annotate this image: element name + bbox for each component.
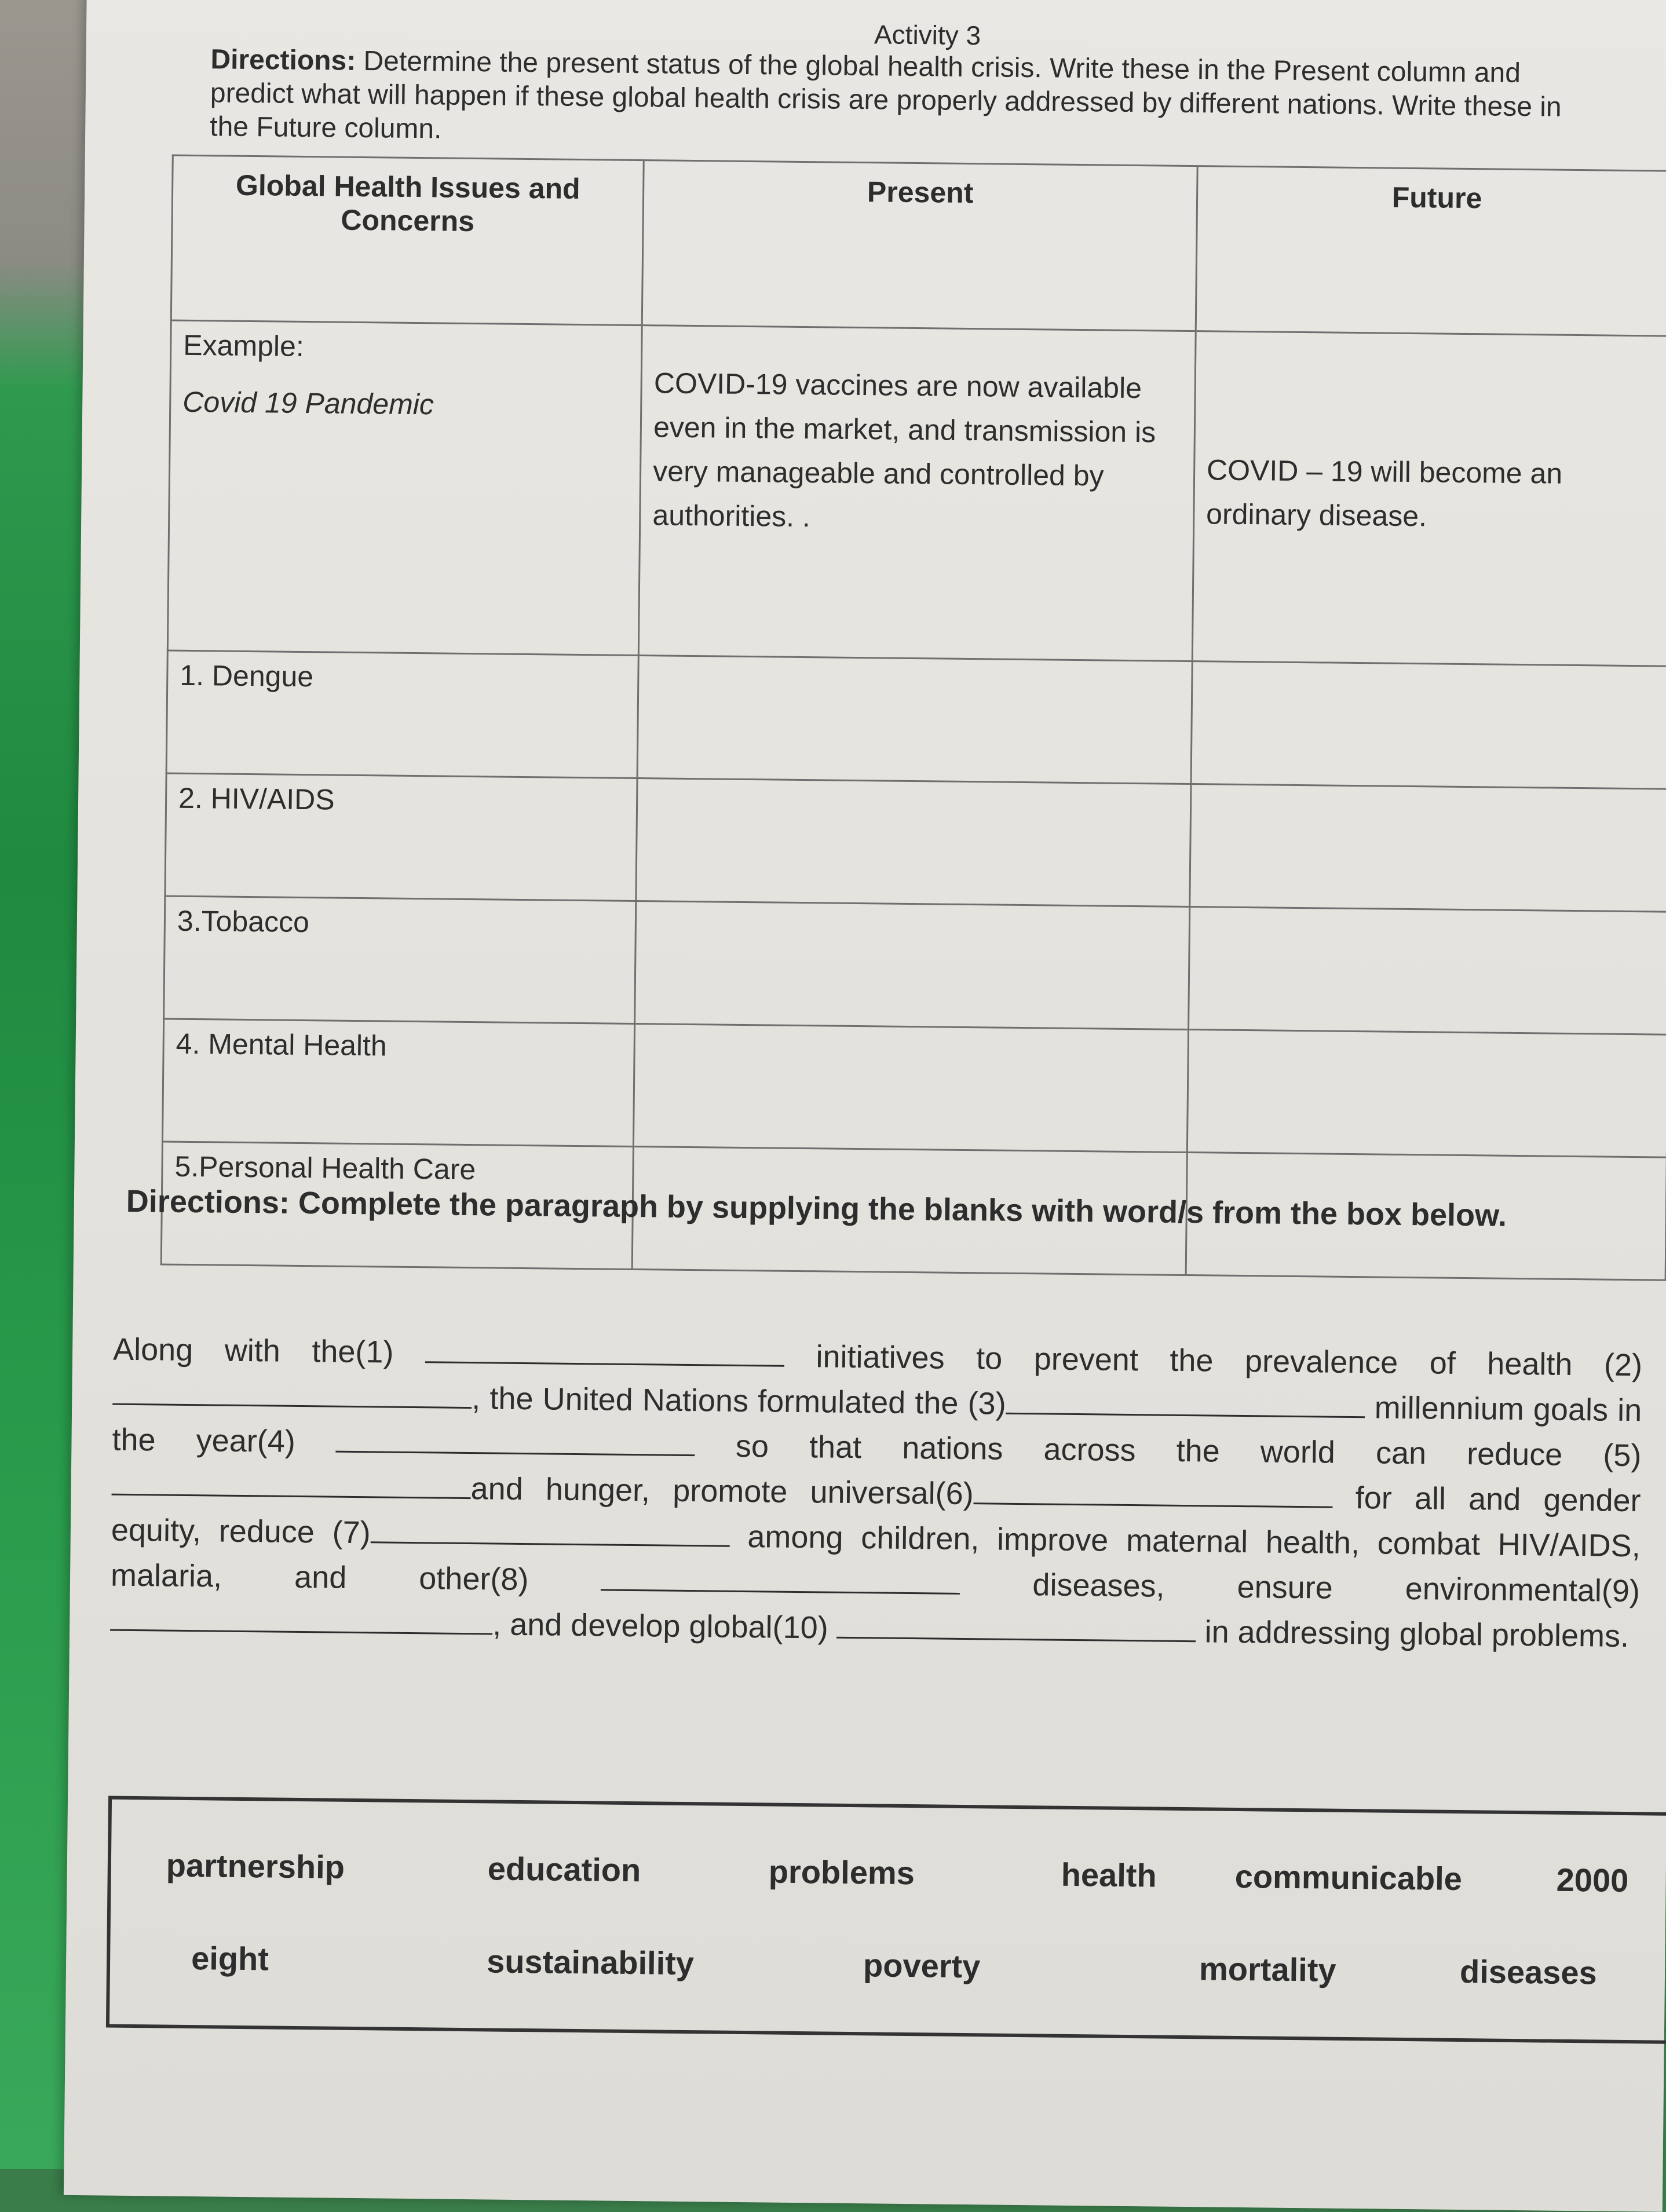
paragraph-text: initiatives to prevent the prevalence of health (2) (816, 1339, 1643, 1383)
blank-2[interactable] (112, 1374, 472, 1409)
issue-mental-health: 4. Mental Health (162, 1019, 634, 1147)
blank-6[interactable] (973, 1474, 1333, 1508)
worksheet-page (64, 0, 1666, 2212)
paragraph-text: Along with the(1) (112, 1332, 394, 1370)
word-bank-row (111, 1846, 1666, 1899)
activity-title: Activity 3 (874, 19, 981, 51)
table-row (165, 773, 1666, 912)
paragraph-text: diseases, ensure environmental(9) (1032, 1567, 1641, 1609)
word-bank-row (111, 1939, 1666, 1991)
future-cell-blank[interactable] (1190, 784, 1666, 912)
example-row (167, 320, 1666, 666)
directions-text: Complete the paragraph by supplying the blanks with word/s from the box below. (289, 1185, 1507, 1233)
word-option: diseases (1459, 1953, 1598, 1991)
blank-5[interactable] (112, 1465, 472, 1499)
table-header-row (171, 155, 1666, 336)
present-cell-blank[interactable] (637, 656, 1192, 784)
word-option: health (1061, 1856, 1157, 1894)
example-label: Example: (183, 328, 305, 363)
example-issue: Covid 19 Pandemic (182, 385, 434, 421)
issue-dengue: 1. Dengue (166, 650, 638, 778)
directions-label: Directions: (126, 1183, 290, 1220)
paragraph-text: so that nations across the world can reduce (5) (735, 1428, 1642, 1474)
example-issue-cell (167, 320, 642, 655)
blank-3[interactable] (1006, 1384, 1365, 1418)
word-option: education (487, 1850, 641, 1889)
paragraph-text: millennium goals in the year(4) (112, 1390, 1642, 1459)
directions-text: Determine the present status of the global health crisis. Write these in the Present column and predict what will happen if these global health crisis are properly addressed by different nations. Write these in the Future column. (210, 45, 1562, 145)
issue-hiv-aids: 2. HIV/AIDS (165, 773, 637, 901)
paragraph-text: , the United Nations formulated the (3) (472, 1381, 1006, 1421)
blank-1[interactable] (425, 1332, 785, 1366)
word-option: partnership (166, 1847, 345, 1885)
directions-present-future (210, 43, 1601, 158)
paragraph-text: for all and gender equity, reduce (7) (111, 1480, 1641, 1551)
paragraph-text: in addressing global problems. (1204, 1614, 1630, 1654)
word-option: problems (768, 1853, 915, 1892)
blank-7[interactable] (371, 1512, 730, 1546)
word-option: eight (191, 1940, 269, 1977)
table-row (166, 650, 1666, 789)
header-present: Present (642, 160, 1197, 331)
paragraph-text: and hunger, promote universal(6) (470, 1471, 974, 1512)
blank-9[interactable] (110, 1600, 493, 1635)
future-cell-blank[interactable] (1188, 907, 1666, 1035)
header-issues: Global Health Issues and Concerns (171, 155, 644, 326)
paragraph-text: , and develop global(10) (492, 1607, 828, 1646)
issue-personal-health-care: 5.Personal Health Care (161, 1142, 633, 1270)
example-present: COVID-19 vaccines are now available even in the market, and transmission is very manageable and controlled by authorities. . (638, 326, 1196, 661)
blank-4[interactable] (336, 1422, 696, 1456)
word-bank-box (106, 1796, 1666, 2045)
word-option: mortality (1199, 1950, 1336, 1988)
present-cell-blank[interactable] (636, 778, 1191, 907)
present-cell-blank[interactable] (635, 901, 1190, 1030)
present-cell-blank[interactable] (634, 1024, 1189, 1153)
paragraph-text: among children, improve maternal health, combat HIV/AIDS, malaria, and other(8) (110, 1519, 1641, 1597)
word-option: poverty (863, 1947, 981, 1985)
word-option: 2000 (1556, 1861, 1629, 1899)
future-cell-blank[interactable] (1187, 1030, 1666, 1158)
header-future: Future (1196, 166, 1666, 337)
example-future: COVID – 19 will become an ordinary disease. (1192, 331, 1666, 667)
word-option: communicable (1234, 1858, 1463, 1897)
blank-8[interactable] (601, 1560, 960, 1594)
issue-tobacco: 3.Tobacco (164, 896, 636, 1024)
word-option: sustainability (486, 1943, 695, 1982)
table-row (164, 896, 1666, 1034)
future-cell-blank[interactable] (1191, 661, 1666, 789)
directions-label: Directions: (210, 44, 356, 76)
health-issues-table (160, 155, 1666, 1281)
blank-10[interactable] (836, 1608, 1196, 1642)
table-row (162, 1019, 1666, 1157)
fill-in-paragraph (110, 1327, 1643, 1659)
